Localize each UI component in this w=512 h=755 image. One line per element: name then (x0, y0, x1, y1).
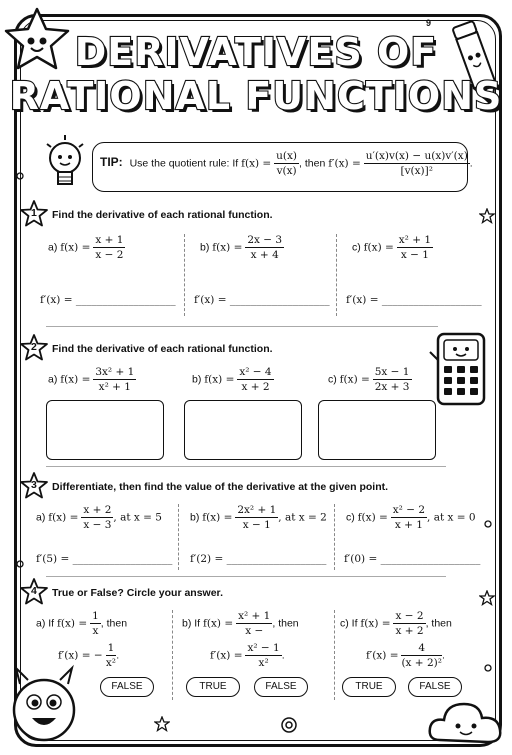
section-1-number: 1 (31, 207, 37, 219)
column-divider (334, 504, 335, 570)
column-divider (336, 234, 337, 316)
section-1-heading: Find the derivative of each rational function. (52, 209, 273, 221)
s4-claim-b: f′(x) = $\frac{\text{x² − 1}}{\text{x²}}$ . (210, 642, 285, 669)
tip-fraction: $\frac{u(x)}{v(x)}$ (276, 150, 298, 177)
page-title-line1: DERIVATIVES OF (74, 30, 438, 74)
s4-item-b: b) If f(x) = $\frac{\text{x² + 1}}{x -}$ , then (182, 610, 299, 637)
lightbulb-icon (42, 132, 88, 192)
s1-item-c: c) f(x) = $\frac{\text{x² + 1}}{x - 1}$ (352, 234, 432, 261)
true-button-c[interactable]: TRUE (342, 677, 396, 697)
s3-answer-c[interactable]: f′(0) = ___________________ (344, 553, 481, 565)
s1-item-a: a) f(x) = $\frac{x + 1}{x - 2}$ (48, 234, 124, 261)
s1-answer-c[interactable]: f′(x) = ___________________ (346, 294, 482, 306)
page-number: 9 (426, 18, 432, 28)
tip-quotient-rule: $\frac{u'(x)v(x) - u(x)v'(x)}{\text{[v(x)]²}}$ (365, 150, 468, 177)
star-icon (479, 208, 495, 224)
s4-item-a: a) If f(x) = $\frac{1}{x}$ , then (36, 610, 128, 637)
calculator-mascot-icon (428, 330, 490, 408)
dot-icon (484, 520, 492, 528)
section-divider (46, 466, 446, 467)
dot-icon (16, 560, 24, 568)
star-icon (154, 716, 170, 732)
section-4-number: 4 (31, 585, 37, 597)
section-3-number: 3 (31, 479, 37, 491)
section-2-number: 2 (31, 341, 37, 353)
section-4-heading: True or False? Circle your answer. (52, 587, 223, 599)
s3-item-b: b) f(x) = $\frac{\text{2x² + 1}}{x - 1}$ , at x = 2 (190, 504, 327, 531)
s1-answer-a[interactable]: f′(x) = ___________________ (40, 294, 176, 306)
section-divider (46, 326, 438, 327)
s3-item-a: a) f(x) = $\frac{x + 2}{x - 3}$ , at x = 5 (36, 504, 162, 531)
s2-answer-box-c[interactable] (318, 400, 436, 460)
s4-claim-a: f′(x) = − $\frac{1}{\text{x²}}$ . (58, 642, 120, 669)
s2-item-a: a) f(x) = $\frac{\text{3x² + 1}}{\text{x² + 1}}$ (48, 366, 135, 393)
section-2-heading: Find the derivative of each rational function. (52, 343, 273, 355)
s2-answer-box-b[interactable] (184, 400, 302, 460)
star-icon (479, 590, 495, 606)
s3-answer-b[interactable]: f′(2) = ___________________ (190, 553, 327, 565)
s2-item-b: b) f(x) = $\frac{\text{x² − 4}}{x + 2}$ (192, 366, 272, 393)
monster-mascot-icon (2, 664, 86, 750)
column-divider (178, 504, 179, 570)
column-divider (184, 234, 185, 316)
section-divider (46, 576, 446, 577)
s3-item-c: c) f(x) = $\frac{\text{x² − 2}}{x + 1}$ , at x = 0 (346, 504, 476, 531)
s2-item-c: c) f(x) = $\frac{5x - 1}{2x + 3}$ (328, 366, 410, 393)
s2-answer-box-a[interactable] (46, 400, 164, 460)
page-title-line2: RATIONAL FUNCTIONS (9, 74, 503, 118)
circle-icon (280, 716, 298, 734)
false-button-a[interactable]: FALSE (100, 677, 154, 697)
tip-label: TIP: (100, 155, 123, 170)
section-3-heading: Differentiate, then find the value of the derivative at the given point. (52, 481, 389, 493)
s4-claim-c: f′(x) = $\frac{4}{\text{(x + 2)²}}$ . (366, 642, 445, 669)
column-divider (172, 610, 173, 700)
dot-icon (16, 172, 24, 180)
false-button-b[interactable]: FALSE (254, 677, 308, 697)
true-button-b[interactable]: TRUE (186, 677, 240, 697)
s1-answer-b[interactable]: f′(x) = ___________________ (194, 294, 330, 306)
column-divider (334, 610, 335, 700)
dot-icon (484, 664, 492, 672)
tip-text: TIP: Use the quotient rule: If f(x) = $\frac{u(x)}{v(x)}$ , then f′(x) = $\frac{u'(x)v(x) - u(x)v'(x)}{\text{[v(x)]²}}$ . (100, 150, 473, 177)
cloud-mascot-icon (426, 696, 506, 748)
s1-item-b: b) f(x) = $\frac{2x - 3}{x + 4}$ (200, 234, 283, 261)
s3-answer-a[interactable]: f′(5) = ___________________ (36, 553, 173, 565)
false-button-c[interactable]: FALSE (408, 677, 462, 697)
s4-item-c: c) If f(x) = $\frac{x - 2}{x + 2}$ , then (340, 610, 452, 637)
